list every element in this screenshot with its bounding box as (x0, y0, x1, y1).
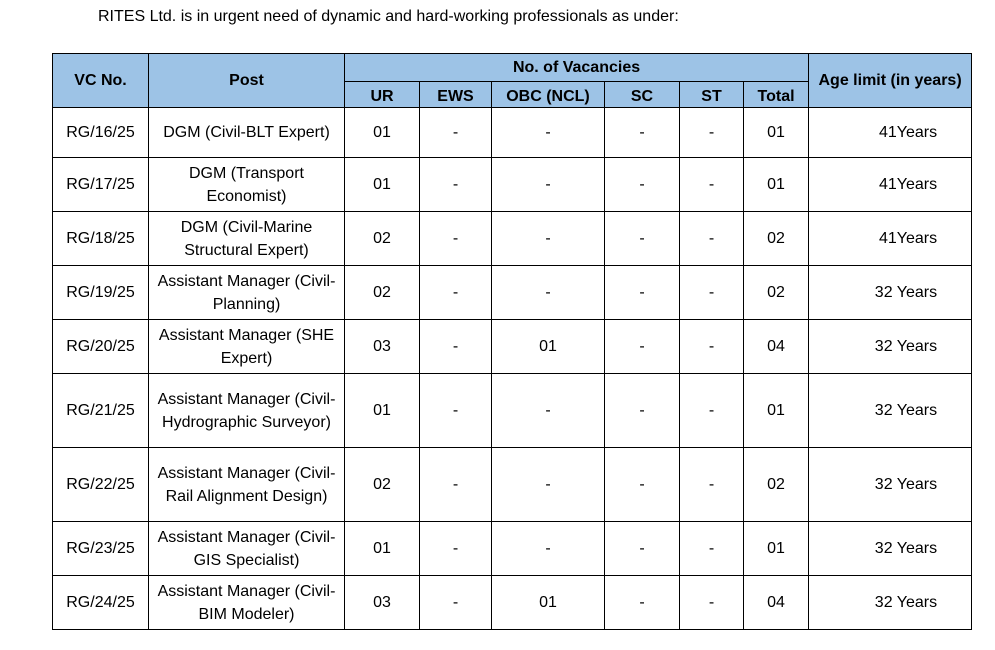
total-cell: 02 (744, 448, 809, 522)
total-cell: 04 (744, 576, 809, 630)
st-cell: - (680, 522, 744, 576)
obc-cell: 01 (492, 576, 605, 630)
age-cell: 41Years (809, 108, 972, 158)
header-obc: OBC (NCL) (492, 82, 605, 108)
intro-text: RITES Ltd. is in urgent need of dynamic and hard-working professionals as under: (98, 8, 679, 25)
table-row (53, 266, 972, 320)
ur-cell: 03 (345, 320, 420, 374)
st-cell: - (680, 320, 744, 374)
table-row (53, 374, 972, 448)
total-cell: 01 (744, 522, 809, 576)
header-st: ST (680, 82, 744, 108)
header-vacancies: No. of Vacancies (345, 54, 809, 82)
obc-cell: - (492, 448, 605, 522)
obc-cell: - (492, 158, 605, 212)
st-cell: - (680, 158, 744, 212)
ur-cell: 03 (345, 576, 420, 630)
obc-cell: - (492, 212, 605, 266)
post-cell: DGM (Civil-BLT Expert) (149, 108, 345, 158)
st-cell: - (680, 374, 744, 448)
ews-cell: - (420, 158, 492, 212)
total-cell: 04 (744, 320, 809, 374)
ews-cell: - (420, 320, 492, 374)
post-cell: Assistant Manager (Civil-GIS Specialist) (149, 522, 345, 576)
post-cell: DGM (Civil-Marine Structural Expert) (149, 212, 345, 266)
age-cell: 32 Years (809, 448, 972, 522)
total-cell: 01 (744, 158, 809, 212)
ews-cell: - (420, 266, 492, 320)
vc-no-cell: RG/22/25 (53, 448, 149, 522)
table-row (53, 212, 972, 266)
vc-no-cell: RG/17/25 (53, 158, 149, 212)
ur-cell: 02 (345, 266, 420, 320)
table-row (53, 158, 972, 212)
header-vc-no: VC No. (53, 54, 149, 108)
age-cell: 32 Years (809, 320, 972, 374)
obc-cell: - (492, 374, 605, 448)
vc-no-cell: RG/16/25 (53, 108, 149, 158)
ur-cell: 01 (345, 158, 420, 212)
age-cell: 32 Years (809, 576, 972, 630)
sc-cell: - (605, 212, 680, 266)
header-total: Total (744, 82, 809, 108)
age-cell: 41Years (809, 212, 972, 266)
header-post: Post (149, 54, 345, 108)
st-cell: - (680, 576, 744, 630)
sc-cell: - (605, 158, 680, 212)
post-cell: Assistant Manager (Civil- Rail Alignment Design) (149, 448, 345, 522)
total-cell: 02 (744, 212, 809, 266)
vc-no-cell: RG/21/25 (53, 374, 149, 448)
ur-cell: 02 (345, 212, 420, 266)
age-cell: 32 Years (809, 374, 972, 448)
sc-cell: - (605, 522, 680, 576)
obc-cell: - (492, 522, 605, 576)
vc-no-cell: RG/20/25 (53, 320, 149, 374)
total-cell: 01 (744, 374, 809, 448)
obc-cell: 01 (492, 320, 605, 374)
vc-no-cell: RG/23/25 (53, 522, 149, 576)
post-cell: Assistant Manager (Civil-Hydrographic Surveyor) (149, 374, 345, 448)
table-row (53, 576, 972, 630)
vc-no-cell: RG/19/25 (53, 266, 149, 320)
age-cell: 32 Years (809, 266, 972, 320)
total-cell: 01 (744, 108, 809, 158)
vc-no-cell: RG/18/25 (53, 212, 149, 266)
table-row (53, 108, 972, 158)
obc-cell: - (492, 108, 605, 158)
ews-cell: - (420, 522, 492, 576)
table-row (53, 320, 972, 374)
header-sc: SC (605, 82, 680, 108)
table-row (53, 448, 972, 522)
sc-cell: - (605, 320, 680, 374)
st-cell: - (680, 266, 744, 320)
ur-cell: 01 (345, 108, 420, 158)
st-cell: - (680, 448, 744, 522)
sc-cell: - (605, 108, 680, 158)
ur-cell: 01 (345, 522, 420, 576)
table-row (53, 522, 972, 576)
ur-cell: 02 (345, 448, 420, 522)
ur-cell: 01 (345, 374, 420, 448)
post-cell: Assistant Manager (Civil-BIM Modeler) (149, 576, 345, 630)
st-cell: - (680, 108, 744, 158)
age-cell: 32 Years (809, 522, 972, 576)
total-cell: 02 (744, 266, 809, 320)
ews-cell: - (420, 374, 492, 448)
ews-cell: - (420, 108, 492, 158)
ews-cell: - (420, 448, 492, 522)
ews-cell: - (420, 212, 492, 266)
header-ur: UR (345, 82, 420, 108)
age-cell: 41Years (809, 158, 972, 212)
sc-cell: - (605, 374, 680, 448)
sc-cell: - (605, 266, 680, 320)
header-age-limit: Age limit (in years) (809, 54, 972, 108)
st-cell: - (680, 212, 744, 266)
post-cell: DGM (Transport Economist) (149, 158, 345, 212)
ews-cell: - (420, 576, 492, 630)
obc-cell: - (492, 266, 605, 320)
sc-cell: - (605, 576, 680, 630)
header-ews: EWS (420, 82, 492, 108)
post-cell: Assistant Manager (Civil-Planning) (149, 266, 345, 320)
vc-no-cell: RG/24/25 (53, 576, 149, 630)
post-cell: Assistant Manager (SHE Expert) (149, 320, 345, 374)
vacancy-table (52, 53, 972, 630)
sc-cell: - (605, 448, 680, 522)
